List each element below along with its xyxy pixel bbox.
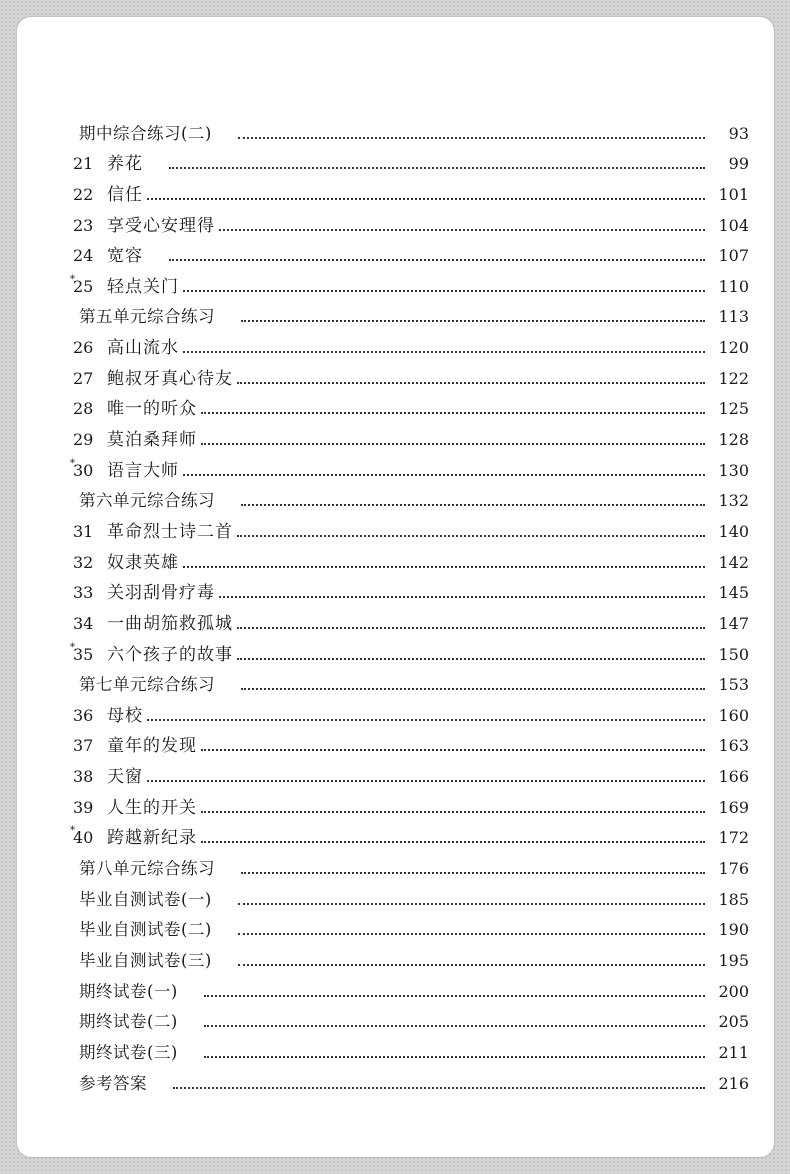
toc-entry-number [61, 825, 107, 848]
toc-entry-number [61, 457, 107, 481]
toc-entry-title: 期终试卷(二) [79, 1012, 178, 1032]
toc-entry-page-number: 113 [718, 307, 749, 327]
toc-entry [61, 940, 749, 971]
toc-entry-page-number: 101 [718, 184, 749, 204]
toc-entry-title: 养花 [107, 154, 143, 175]
toc-entry [61, 603, 749, 634]
optional-marker: * [70, 273, 75, 285]
toc-entry-title: 期中综合练习(二) [79, 123, 212, 143]
lesson-number: 32 [73, 552, 94, 572]
lesson-number: 37 [73, 736, 94, 756]
toc-entry-number [61, 798, 107, 818]
toc-entry-title: 轻点关门 [107, 276, 179, 297]
toc-entry-title: 毕业自测试卷(二) [79, 920, 212, 940]
toc-entry-title: 享受心安理得 [107, 215, 215, 236]
toc-entry [61, 1032, 749, 1063]
dot-leader [173, 1087, 705, 1089]
toc-entry-title: 宽容 [107, 246, 143, 267]
dot-leader [204, 1056, 705, 1058]
toc-entry-title: 第八单元综合练习 [79, 859, 215, 879]
toc-entry-title: 童年的发现 [107, 736, 197, 757]
toc-entry-title: 革命烈士诗二首 [107, 521, 233, 542]
lesson-number: 28 [73, 399, 94, 419]
toc-entry-title: 参考答案 [79, 1073, 147, 1093]
toc-entry-number [61, 154, 107, 174]
toc-entry [61, 144, 749, 175]
toc-entry-page-number: 140 [718, 521, 749, 541]
dot-leader [147, 719, 705, 721]
toc-entry-number [61, 706, 107, 726]
dot-leader [237, 658, 705, 660]
dot-leader [169, 167, 705, 169]
toc-entry [61, 726, 749, 757]
toc-entry [61, 389, 749, 420]
toc-entry-page-number: 160 [718, 705, 749, 725]
toc-entry [61, 787, 749, 818]
lesson-number: 35 [73, 644, 94, 664]
toc-entry-page-number: 128 [718, 430, 749, 450]
toc-entry-page-number: 150 [718, 644, 749, 664]
document-page [17, 17, 774, 1157]
optional-marker: * [70, 457, 75, 469]
toc-entry-page-number: 169 [718, 797, 749, 817]
dot-leader [241, 504, 705, 506]
toc-entry-page-number: 99 [728, 154, 749, 174]
dot-leader [219, 596, 705, 598]
toc-entry [61, 542, 749, 573]
toc-entry-page-number: 125 [718, 399, 749, 419]
toc-entry [61, 511, 749, 542]
toc-entry-title: 奴隶英雄 [107, 552, 179, 573]
dot-leader [237, 535, 705, 537]
lesson-number: 36 [73, 705, 94, 725]
toc-entry [61, 756, 749, 787]
lesson-number: 25 [73, 276, 94, 296]
toc-entry-title: 鲍叔牙真心待友 [107, 368, 233, 389]
toc-entry-number [61, 369, 107, 389]
dot-leader [147, 780, 705, 782]
toc-entry-number [61, 522, 107, 542]
toc-entry [61, 573, 749, 604]
lesson-number: 34 [73, 613, 94, 633]
toc-entry [61, 236, 749, 267]
toc-entry-page-number: 132 [718, 491, 749, 511]
toc-entry-number [61, 641, 107, 665]
toc-entry-page-number: 104 [718, 215, 749, 235]
dot-leader [241, 688, 705, 690]
lesson-number: 27 [73, 368, 94, 388]
toc-entry-title: 毕业自测试卷(三) [79, 950, 212, 970]
dot-leader [241, 872, 705, 874]
toc-entry-page-number: 107 [718, 246, 749, 266]
toc-entry-number [61, 216, 107, 236]
toc-entry-page-number: 190 [718, 920, 749, 940]
toc-entry-page-number: 120 [718, 338, 749, 358]
dot-leader [201, 443, 705, 445]
dot-leader [183, 290, 705, 292]
toc-entry-page-number: 176 [718, 859, 749, 879]
toc-entry-page-number: 130 [718, 460, 749, 480]
lesson-number: 39 [73, 797, 94, 817]
optional-marker: * [70, 641, 75, 653]
toc-entry-page-number: 172 [718, 828, 749, 848]
toc-entry-page-number: 200 [718, 981, 749, 1001]
toc-entry-page-number: 205 [718, 1012, 749, 1032]
dot-leader [183, 566, 705, 568]
lesson-number: 33 [73, 583, 94, 603]
toc-entry-page-number: 122 [718, 368, 749, 388]
toc-entry-page-number: 110 [718, 276, 749, 296]
toc-entry [61, 848, 749, 879]
table-of-contents [61, 113, 749, 1094]
toc-entry-title: 期终试卷(一) [79, 981, 178, 1001]
toc-entry-number [61, 553, 107, 573]
toc-entry-number [61, 736, 107, 756]
lesson-number: 29 [73, 430, 94, 450]
toc-entry-page-number: 211 [718, 1042, 749, 1062]
toc-entry-number [61, 399, 107, 419]
toc-entry-title: 母校 [107, 705, 143, 726]
toc-entry-number [61, 430, 107, 450]
toc-entry [61, 205, 749, 236]
dot-leader [238, 903, 705, 905]
toc-entry-title: 唯一的听众 [107, 399, 197, 420]
toc-entry [61, 879, 749, 910]
toc-entry-number [61, 614, 107, 634]
toc-entry [61, 174, 749, 205]
dot-leader [201, 412, 705, 414]
toc-entry-page-number: 195 [718, 950, 749, 970]
dot-leader [238, 964, 705, 966]
toc-entry-page-number: 145 [718, 583, 749, 603]
toc-entry [61, 695, 749, 726]
toc-entry [61, 327, 749, 358]
toc-entry-title: 第六单元综合练习 [79, 491, 215, 511]
toc-entry-number [61, 583, 107, 603]
lesson-number: 26 [73, 338, 94, 358]
toc-entry-number [61, 273, 107, 297]
toc-entry-page-number: 163 [718, 736, 749, 756]
toc-entry [61, 1002, 749, 1033]
dot-leader [183, 474, 705, 476]
optional-marker: * [70, 825, 75, 837]
toc-entry [61, 266, 749, 297]
dot-leader [169, 259, 705, 261]
toc-entry-title: 第五单元综合练习 [79, 307, 215, 327]
toc-entry-title: 天窗 [107, 767, 143, 788]
toc-entry-page-number: 185 [718, 889, 749, 909]
dot-leader [183, 351, 705, 353]
dot-leader [204, 1025, 705, 1027]
toc-entry-title: 语言大师 [107, 460, 179, 481]
toc-entry-title: 一曲胡笳救孤城 [107, 613, 233, 634]
toc-entry [61, 634, 749, 665]
toc-entry-title: 期终试卷(三) [79, 1042, 178, 1062]
toc-entry [61, 481, 749, 512]
toc-entry-page-number: 153 [718, 675, 749, 695]
toc-entry [61, 297, 749, 328]
dot-leader [204, 995, 705, 997]
toc-entry-title: 莫泊桑拜师 [107, 430, 197, 451]
lesson-number: 22 [73, 184, 94, 204]
dot-leader [201, 811, 705, 813]
toc-entry-page-number: 166 [718, 767, 749, 787]
lesson-number: 31 [73, 521, 94, 541]
toc-entry [61, 450, 749, 481]
toc-entry-title: 关羽刮骨疗毒 [107, 583, 215, 604]
dot-leader [219, 229, 705, 231]
toc-entry-number [61, 338, 107, 358]
toc-entry [61, 1063, 749, 1094]
lesson-number: 30 [73, 460, 94, 480]
toc-entry-page-number: 147 [718, 613, 749, 633]
toc-entry-page-number: 142 [718, 552, 749, 572]
dot-leader [237, 627, 705, 629]
toc-entry-title: 高山流水 [107, 338, 179, 359]
dot-leader [238, 137, 705, 139]
toc-entry [61, 818, 749, 849]
dot-leader [201, 749, 705, 751]
lesson-number: 21 [73, 154, 94, 174]
toc-entry-page-number: 216 [718, 1073, 749, 1093]
toc-entry [61, 419, 749, 450]
toc-entry-title: 六个孩子的故事 [107, 644, 233, 665]
dot-leader [201, 841, 705, 843]
dot-leader [238, 933, 705, 935]
toc-entry-number [61, 767, 107, 787]
lesson-number: 40 [73, 828, 94, 848]
toc-entry-title: 人生的开关 [107, 797, 197, 818]
toc-entry [61, 910, 749, 941]
lesson-number: 38 [73, 767, 94, 787]
dot-leader [237, 382, 705, 384]
toc-entry [61, 358, 749, 389]
toc-entry [61, 113, 749, 144]
toc-entry-title: 毕业自测试卷(一) [79, 889, 212, 909]
toc-entry-page-number: 93 [728, 123, 749, 143]
toc-entry [61, 665, 749, 696]
toc-entry-number [61, 185, 107, 205]
dot-leader [147, 198, 705, 200]
toc-entry-title: 跨越新纪录 [107, 828, 197, 849]
toc-entry-number [61, 246, 107, 266]
lesson-number: 23 [73, 215, 94, 235]
lesson-number: 24 [73, 246, 94, 266]
toc-entry [61, 971, 749, 1002]
toc-entry-title: 第七单元综合练习 [79, 675, 215, 695]
dot-leader [241, 320, 705, 322]
toc-entry-title: 信任 [107, 184, 143, 205]
